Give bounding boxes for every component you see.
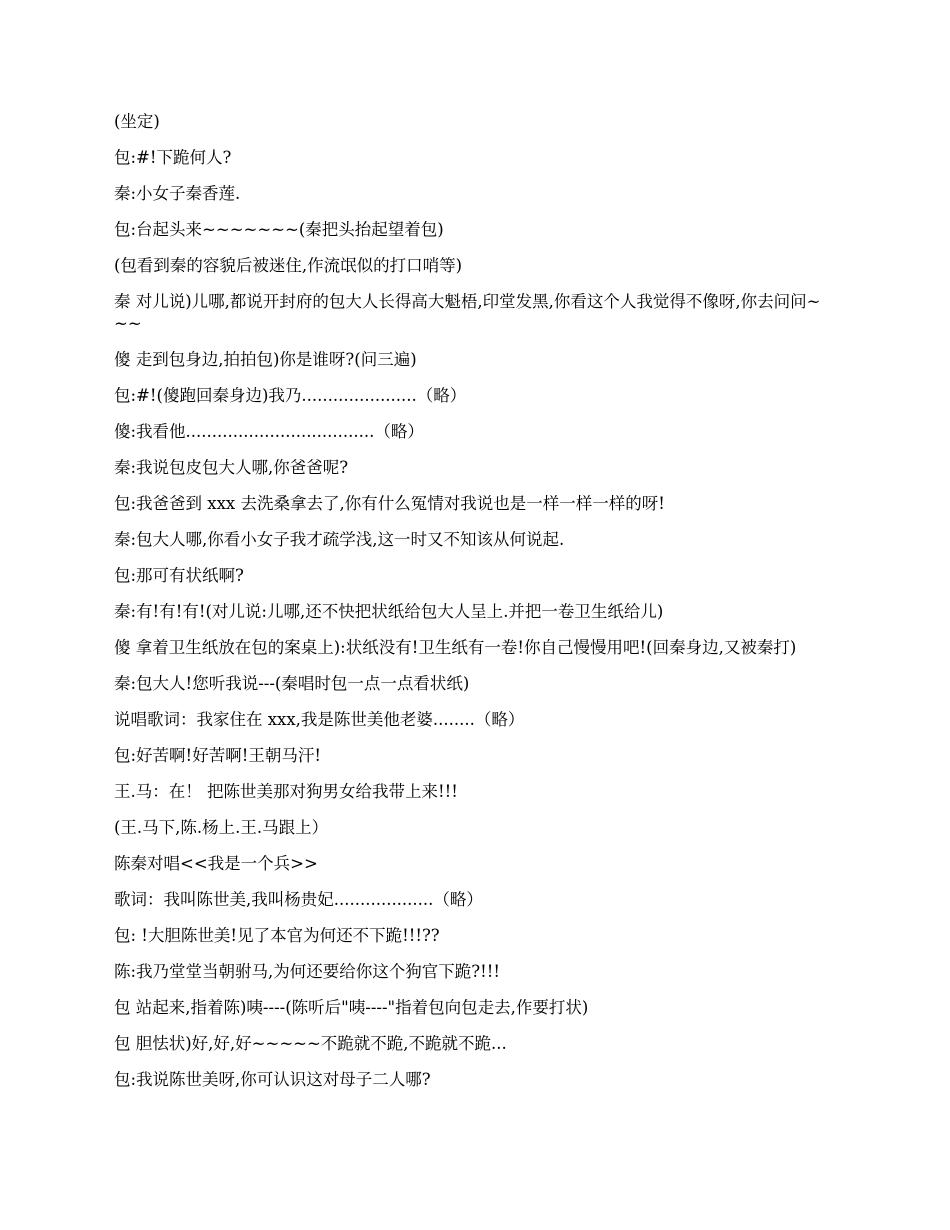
script-text bbox=[114, 111, 834, 1105]
text-line: 包:#!(傻跑回秦身边)我乃......................（略） bbox=[114, 386, 467, 405]
text-line: 歌词：我叫陈世美,我叫杨贵妃...................（略） bbox=[114, 890, 483, 909]
text-line: 秦:我说包皮包大人哪,你爸爸呢? bbox=[114, 458, 349, 477]
text-line: (包看到秦的容貌后被迷住,作流氓似的打口哨等) bbox=[114, 256, 463, 275]
text-line: 包 站起来,指着陈)咦----(陈听后"咦----"指着包向包走去,作要打状) bbox=[114, 998, 589, 1017]
text-line: 包:台起头来~~~~~~~(秦把头抬起望着包) bbox=[114, 220, 444, 239]
text-line: 秦:包大人!您听我说---(秦唱时包一点一点看状纸) bbox=[114, 674, 470, 693]
text-line: 包 胆怯状)好,好,好~~~~~不跪就不跪,不跪就不跪... bbox=[114, 1034, 507, 1053]
text-line: 秦:包大人哪,你看小女子我才疏学浅,这一时又不知该从何说起. bbox=[114, 530, 565, 549]
text-line: (王.马下,陈.杨上.王.马跟上） bbox=[114, 818, 329, 837]
text-line: 包: !大胆陈世美!见了本官为何还不下跪!!!?? bbox=[114, 926, 440, 945]
text-line: (坐定) bbox=[114, 112, 160, 131]
text-line: 秦:有!有!有!(对儿说:儿哪,还不快把状纸给包大人呈上.并把一卷卫生纸给儿) bbox=[114, 602, 664, 621]
text-line: 陈秦对唱<<我是一个兵>> bbox=[114, 854, 318, 873]
text-line: 包:我爸爸到 xxx 去洗桑拿去了,你有什么冤情对我说也是一样一样一样的呀! bbox=[114, 494, 665, 513]
text-line: 傻 拿着卫生纸放在包的案桌上):状纸没有!卫生纸有一卷!你自己慢慢用吧!(回秦身边,又被秦打) bbox=[114, 638, 797, 657]
text-line: 包:那可有状纸啊? bbox=[114, 566, 244, 585]
text-line: 包:我说陈世美呀,你可认识这对母子二人哪? bbox=[114, 1070, 431, 1089]
text-line: 包:#!下跪何人? bbox=[114, 148, 232, 167]
text-line: 秦 对儿说)儿哪,都说开封府的包大人长得高大魁梧,印堂发黑,你看这个人我觉得不像呀,你去问问~~~ bbox=[114, 292, 821, 333]
text-line: 说唱歌词：我家住在 xxx,我是陈世美他老婆........（略） bbox=[114, 710, 525, 729]
text-line: 傻 走到包身边,拍拍包)你是谁呀?(问三遍) bbox=[114, 350, 417, 369]
text-line: 包:好苦啊!好苦啊!王朝马汗! bbox=[114, 746, 321, 765]
text-line: 秦:小女子秦香莲. bbox=[114, 184, 241, 203]
text-line: 傻:我看他....................................（略） bbox=[114, 422, 424, 441]
text-line: 陈:我乃堂堂当朝驸马,为何还要给你这个狗官下跪?!!! bbox=[114, 962, 501, 981]
text-line: 王.马：在！ 把陈世美那对狗男女给我带上来!!! bbox=[114, 782, 458, 801]
